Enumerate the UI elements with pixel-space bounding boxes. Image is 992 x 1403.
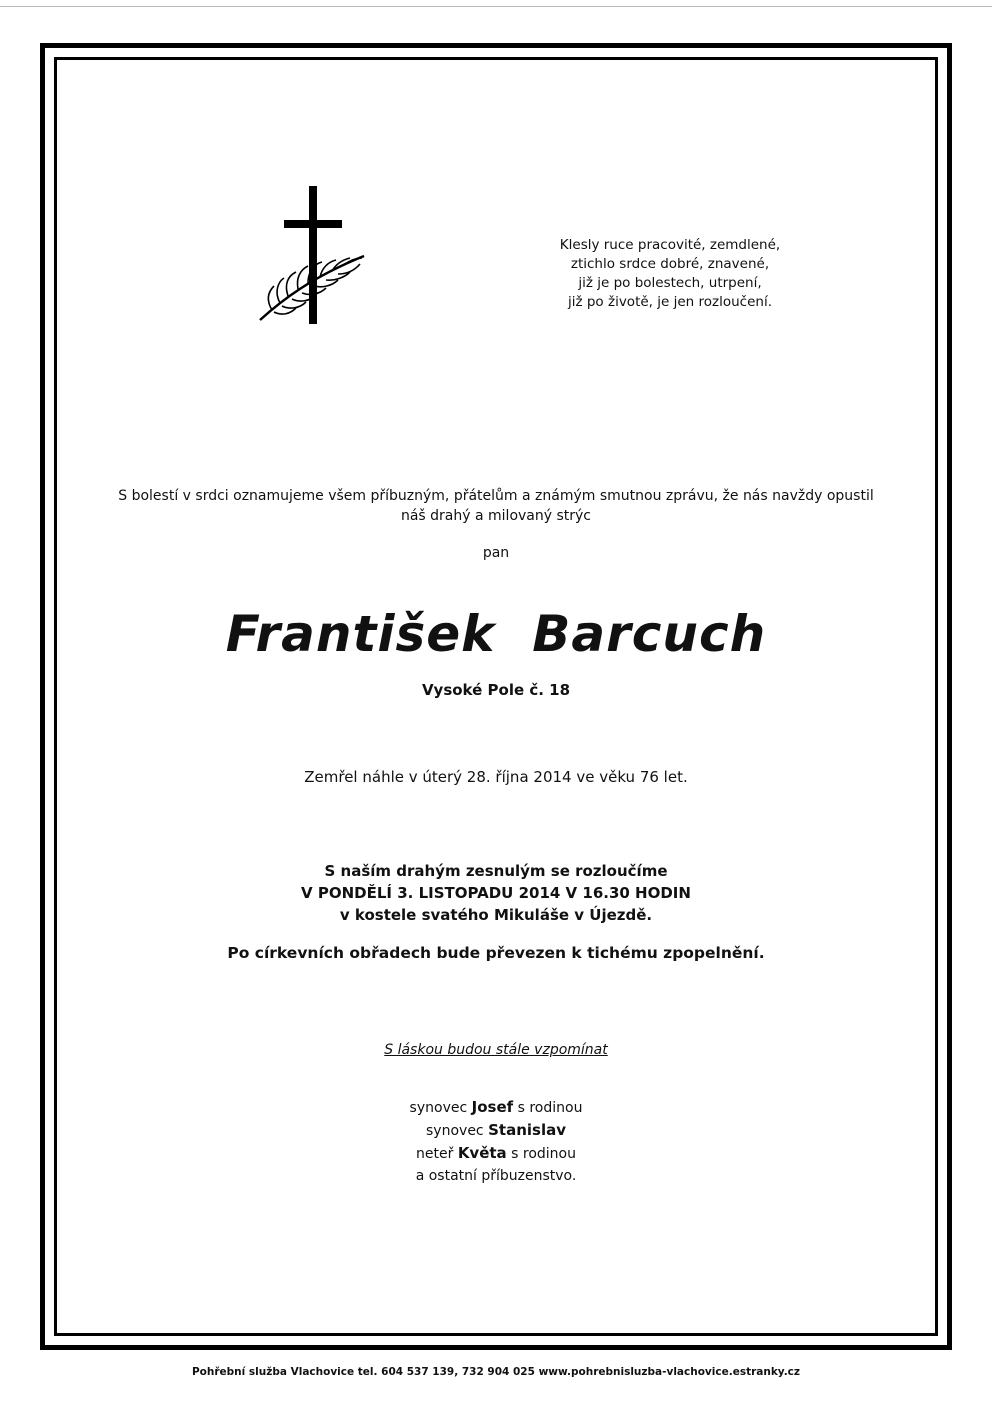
mourner-line	[60, 1119, 932, 1142]
ceremony-location: v kostele svatého Mikuláše v Újezdě.	[339, 906, 653, 924]
poem-line: již je po bolestech, utrpení,	[578, 275, 762, 291]
announcement-text	[60, 486, 932, 526]
poem-verse	[520, 236, 820, 312]
mourner-relation: neteř	[416, 1146, 458, 1162]
funeral-service-footer: Pohřební služba Vlachovice tel. 604 537 139, 732 904 025 www.pohrebnisluzba-vlachovice.estranky.cz	[191, 1366, 801, 1378]
mourner-name: Květa	[457, 1144, 507, 1162]
poem-line: již po životě, je jen rozloučení.	[567, 294, 772, 310]
ceremony-line: S naším drahým zesnulým se rozloučíme	[324, 862, 668, 880]
cross-with-palm-branch-icon	[252, 182, 372, 332]
ceremony-date-time: V PONDĚLÍ 3. LISTOPADU 2014 V 16.30 HODIN	[301, 884, 691, 902]
deceased-address: Vysoké Pole č. 18	[421, 681, 571, 699]
mourner-relation: synovec	[409, 1100, 472, 1116]
memory-heading: S láskou budou stále vzpomínat	[384, 1042, 608, 1058]
death-notice: Zemřel náhle v úterý 28. října 2014 ve věku 76 let.	[304, 768, 688, 786]
honorific: pan	[482, 545, 510, 561]
mourner-relation: synovec	[426, 1123, 489, 1139]
mourner-name: Josef	[471, 1098, 514, 1116]
mourner-suffix: s rodinou	[506, 1146, 576, 1162]
mourner-suffix: s rodinou	[513, 1100, 583, 1116]
mourners-list	[60, 1096, 932, 1187]
ceremony-details	[60, 860, 932, 926]
scan-edge-line	[0, 6, 992, 7]
mourner-line	[60, 1142, 932, 1165]
mourner-line	[60, 1096, 932, 1119]
cremation-notice: Po církevních obřadech bude převezen k tichému zpopelnění.	[227, 944, 765, 962]
mourner-relation: a ostatní příbuzenstvo.	[415, 1168, 577, 1184]
announcement-line-1: S bolestí v srdci oznamujeme všem příbuzným, přátelům a známým smutnou zprávu, že nás navždy opustil	[118, 488, 874, 504]
mourner-line	[60, 1165, 932, 1187]
poem-line: Klesly ruce pracovité, zemdlené,	[559, 237, 781, 253]
announcement-line-2: náš drahý a milovaný strýc	[400, 508, 592, 524]
mourner-name: Stanislav	[488, 1121, 566, 1139]
deceased-name: František Barcuch	[225, 605, 767, 663]
poem-line: ztichlo srdce dobré, znavené,	[570, 256, 770, 272]
